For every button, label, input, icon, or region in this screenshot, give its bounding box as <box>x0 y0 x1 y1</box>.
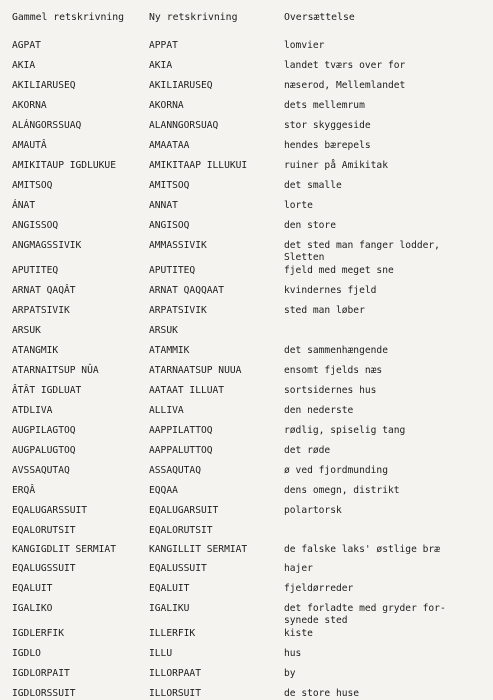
new-spelling-cell: ALLIVA <box>149 405 184 416</box>
old-spelling-cell: EQALORUTSIT <box>12 525 76 536</box>
new-spelling-cell: AMAATAA <box>149 140 190 151</box>
old-spelling-cell: AKILIARUSEQ <box>12 80 76 91</box>
old-spelling-cell: ÂTÂT IGDLUAT <box>12 385 82 396</box>
old-spelling-cell: AUGPILAGTOQ <box>12 425 76 436</box>
new-spelling-cell: AKIA <box>149 60 173 71</box>
old-spelling-cell: ÁNAT <box>12 200 36 211</box>
new-spelling-cell: AMIKITAAP ILLUKUI <box>149 160 248 171</box>
new-spelling-cell: AKORNA <box>149 100 184 111</box>
old-spelling-cell: ARPATSIVIK <box>12 305 70 316</box>
translation-cell: ruiner på Amikitak <box>284 160 388 171</box>
translation-cell: kiste <box>284 628 313 639</box>
translation-cell: de store huse <box>284 688 360 699</box>
translation-cell: sted man løber <box>284 305 365 316</box>
translation-cell: det røde <box>284 445 331 456</box>
new-spelling-cell: ALANNGORSUAQ <box>149 120 219 131</box>
translation-cell: det smalle <box>284 180 342 191</box>
header-new-spelling: Ny retskrivning <box>149 12 238 23</box>
old-spelling-cell: AVSSAQUTAQ <box>12 465 70 476</box>
old-spelling-cell: IGDLERFIK <box>12 628 64 639</box>
translation-cell: polartorsk <box>284 505 342 516</box>
old-spelling-cell: ALÁNGORSSUAQ <box>12 120 82 131</box>
old-spelling-cell: ANGISSOQ <box>12 220 59 231</box>
old-spelling-cell: IGDLO <box>12 648 41 659</box>
new-spelling-cell: EQQAA <box>149 485 178 496</box>
new-spelling-cell: EQALORUTSIT <box>149 525 213 536</box>
translation-cell: lomvier <box>284 40 325 51</box>
new-spelling-cell: ILLORSUIT <box>149 688 201 699</box>
new-spelling-cell: AATAAT ILLUAT <box>149 385 225 396</box>
translation-cell: den store <box>284 220 336 231</box>
old-spelling-cell: ARSUK <box>12 325 41 336</box>
translation-cell: hajer <box>284 563 313 574</box>
old-spelling-cell: AMIKITAUP IGDLUKUE <box>12 160 116 171</box>
old-spelling-cell: APUTITEQ <box>12 265 59 276</box>
new-spelling-cell: ILLU <box>149 648 173 659</box>
old-spelling-cell: EQALUIT <box>12 583 53 594</box>
old-spelling-cell: AUGPALUGTOQ <box>12 445 76 456</box>
translation-cell: sortsidernes hus <box>284 385 377 396</box>
translation-cell: det sammenhængende <box>284 345 388 356</box>
old-spelling-cell: IGDLORPAIT <box>12 668 70 679</box>
translation-cell: by <box>284 668 296 679</box>
header-old-spelling: Gammel retskrivning <box>12 12 125 23</box>
old-spelling-cell: AMAUTÂ <box>12 140 47 151</box>
translation-cell: de falske laks' østlige bræ <box>284 544 440 555</box>
translation-cell-continuation: synede sted <box>284 615 348 626</box>
new-spelling-cell: ARNAT QAQQAAT <box>149 285 225 296</box>
new-spelling-cell: ILLORPAAT <box>149 668 201 679</box>
translation-cell: ø ved fjordmunding <box>284 465 388 476</box>
translation-cell: den nederste <box>284 405 354 416</box>
translation-cell: fjeldørreder <box>284 583 354 594</box>
translation-cell-continuation: Sletten <box>284 252 325 263</box>
old-spelling-cell: AGPAT <box>12 40 41 51</box>
translation-cell: dets mellemrum <box>284 100 365 111</box>
new-spelling-cell: APPAT <box>149 40 178 51</box>
new-spelling-cell: APUTITEQ <box>149 265 196 276</box>
old-spelling-cell: KANGIGDLIT SERMIAT <box>12 544 116 555</box>
new-spelling-cell: ILLERFIK <box>149 628 196 639</box>
new-spelling-cell: EQALUIT <box>149 583 190 594</box>
new-spelling-cell: ATAMMIK <box>149 345 190 356</box>
new-spelling-cell: EQALUSSUIT <box>149 563 207 574</box>
old-spelling-cell: ERQÂ <box>12 485 36 496</box>
new-spelling-cell: IGALIKU <box>149 603 190 614</box>
old-spelling-cell: AMITSOQ <box>12 180 53 191</box>
new-spelling-cell: ANGISOQ <box>149 220 190 231</box>
translation-cell: det sted man fanger lodder, <box>284 240 440 251</box>
new-spelling-cell: ASSAQUTAQ <box>149 465 201 476</box>
translation-cell: hus <box>284 648 302 659</box>
new-spelling-cell: ARSUK <box>149 325 178 336</box>
translation-cell: kvindernes fjeld <box>284 285 377 296</box>
translation-cell: næserod, Mellemlandet <box>284 80 406 91</box>
header-translation: Oversættelse <box>284 12 355 23</box>
translation-cell: dens omegn, distrikt <box>284 485 400 496</box>
new-spelling-cell: AMITSOQ <box>149 180 190 191</box>
new-spelling-cell: EQALUGARSUIT <box>149 505 219 516</box>
old-spelling-cell: AKIA <box>12 60 36 71</box>
new-spelling-cell: ANNAT <box>149 200 178 211</box>
new-spelling-cell: AAPPILATTOQ <box>149 425 213 436</box>
translation-cell: stor skyggeside <box>284 120 371 131</box>
translation-cell: lorte <box>284 200 313 211</box>
translation-cell: rødlig, spiselig tang <box>284 425 406 436</box>
old-spelling-cell: IGALIKO <box>12 603 53 614</box>
old-spelling-cell: ATDLIVA <box>12 405 53 416</box>
old-spelling-cell: AKORNA <box>12 100 47 111</box>
translation-cell: hendes bærepels <box>284 140 371 151</box>
old-spelling-cell: ATARNAITSUP NÛA <box>12 365 99 376</box>
translation-cell: ensomt fjelds næs <box>284 365 383 376</box>
translation-cell: landet tværs over for <box>284 60 406 71</box>
old-spelling-cell: EQALUGARSSUIT <box>12 505 88 516</box>
new-spelling-cell: ARPATSIVIK <box>149 305 207 316</box>
translation-cell: det forladte med gryder for- <box>284 603 446 614</box>
old-spelling-cell: ATANGMIK <box>12 345 59 356</box>
new-spelling-cell: ATARNAATSUP NUUA <box>149 365 242 376</box>
old-spelling-cell: ANGMAGSSIVIK <box>12 240 82 251</box>
new-spelling-cell: AMMASSIVIK <box>149 240 207 251</box>
old-spelling-cell: EQALUGSSUIT <box>12 563 76 574</box>
old-spelling-cell: ARNAT QAQÂT <box>12 285 76 296</box>
new-spelling-cell: AKILIARUSEQ <box>149 80 213 91</box>
old-spelling-cell: IGDLORSSUIT <box>12 688 76 699</box>
translation-cell: fjeld med meget sne <box>284 265 394 276</box>
new-spelling-cell: KANGILLIT SERMIAT <box>149 544 248 555</box>
new-spelling-cell: AAPPALUTTOQ <box>149 445 213 456</box>
